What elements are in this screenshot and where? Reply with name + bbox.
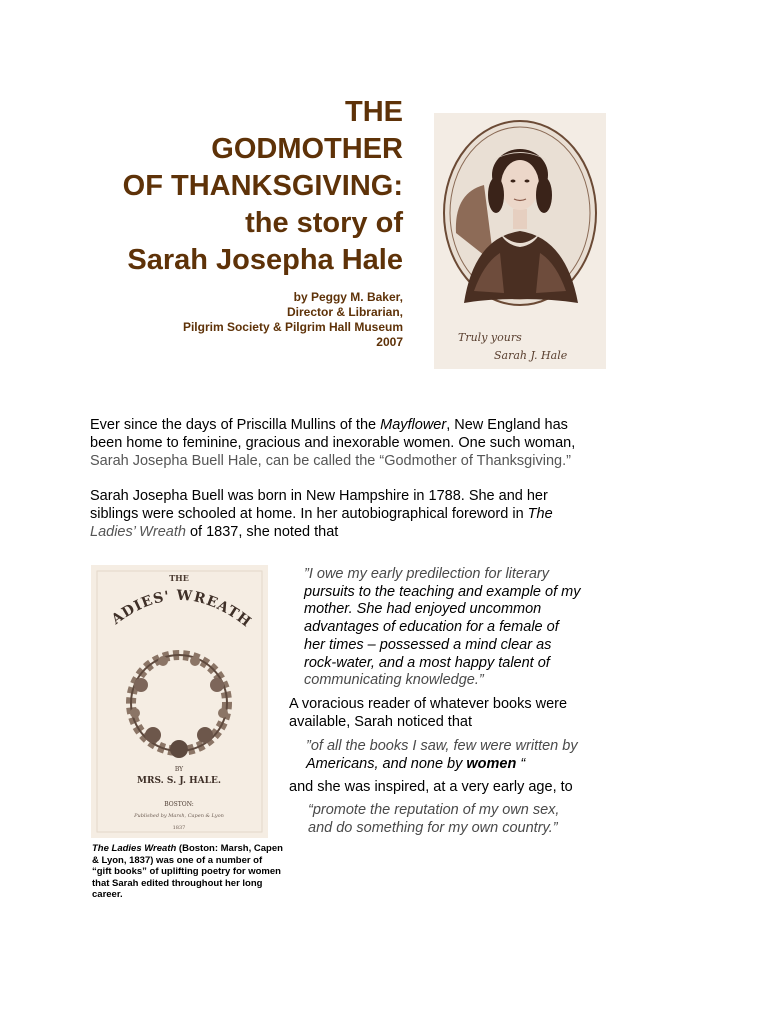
- text-line: Ladies’ Wreath of 1837, she noted that: [90, 524, 339, 540]
- books-quote: [306, 738, 578, 773]
- caption-line: The Ladies Wreath (Boston: Marsh, Capen: [92, 843, 283, 854]
- text-line: A voracious reader of whatever books were: [289, 696, 568, 712]
- byline-year: 2007: [376, 335, 403, 349]
- book-title: ADIES' WREATH: [108, 587, 255, 631]
- book-cover-image: [91, 565, 268, 838]
- portrait-signature: Truly yours: [458, 331, 522, 344]
- book-publisher: Published by Marsh, Capen & Lyon: [134, 813, 224, 819]
- quote-line: her times – possessed a mind clear as: [304, 636, 552, 653]
- mother-quote: [304, 566, 580, 690]
- quote-line: ”of all the books I saw, few were written by: [306, 738, 578, 754]
- caption-line: career.: [92, 889, 123, 900]
- book-year: 1837: [172, 825, 186, 831]
- quote-line: Americans, and none by women “: [306, 755, 526, 772]
- text-line: available, Sarah noticed that: [289, 713, 472, 730]
- intro-paragraph: [90, 416, 630, 470]
- book-caption: [92, 843, 292, 901]
- byline-role: Director & Librarian,: [286, 305, 403, 319]
- book-author: MRS. S. J. HALE.: [137, 776, 221, 786]
- text-line: and she was inspired, at a very early age, to: [289, 779, 573, 795]
- inspired-paragraph: [289, 779, 573, 797]
- quote-line: rock-water, and a most happy talent of: [304, 654, 550, 671]
- title-line: OF THANKSGIVING:: [122, 170, 403, 202]
- caption-line: & Lyon, 1837) was one of a number of: [92, 854, 263, 866]
- promote-quote: [308, 802, 559, 837]
- text-line: siblings were schooled at home. In her autobiographical foreword in The: [90, 506, 553, 522]
- quote-line: communicating knowledge.”: [304, 672, 484, 689]
- title-line: Sarah Josepha Hale: [127, 244, 403, 276]
- portrait-illustration: [434, 113, 606, 369]
- title-line: GODMOTHER: [211, 133, 403, 165]
- text-line: been home to feminine, gracious and inexorable women. One such woman,: [90, 435, 576, 451]
- book-by: BY: [174, 766, 184, 773]
- quote-line: pursuits to the teaching and example of my: [304, 583, 581, 600]
- quote-line: mother. She had enjoyed uncommon: [304, 601, 542, 618]
- reader-paragraph: [289, 696, 567, 731]
- byline-author: by Peggy M. Baker,: [293, 290, 403, 304]
- book-place: BOSTON:: [164, 801, 194, 808]
- text-line: Sarah Josepha Buell Hale, can be called the “Godmother of Thanksgiving.”: [90, 453, 571, 469]
- portrait-engraving: [434, 113, 606, 369]
- text-line: Sarah Josepha Buell was born in New Hampshire in 1788. She and her: [90, 488, 548, 504]
- title-line: the story of: [245, 207, 403, 239]
- byline: [183, 290, 403, 350]
- quote-line: “promote the reputation of my own sex,: [308, 802, 560, 818]
- caption-line: that Sarah edited throughout her long: [92, 877, 263, 889]
- title-line: THE: [345, 96, 403, 128]
- text-line: Ever since the days of Priscilla Mullins of the Mayflower, New England has: [90, 417, 568, 433]
- book-cover-illustration: [91, 565, 268, 838]
- svg-text:Sarah J. Hale: Sarah J. Hale: [494, 349, 568, 362]
- quote-line: advantages of education for a female of: [304, 619, 559, 636]
- article-title: [123, 94, 403, 279]
- birth-paragraph: [90, 487, 630, 541]
- quote-line: and do something for my own country.”: [308, 819, 558, 836]
- quote-line: ”I owe my early predilection for literary: [304, 566, 549, 582]
- book-top-word: THE: [169, 573, 189, 583]
- caption-line: “gift books” of uplifting poetry for women: [92, 866, 281, 877]
- byline-organization: Pilgrim Society & Pilgrim Hall Museum: [182, 320, 403, 334]
